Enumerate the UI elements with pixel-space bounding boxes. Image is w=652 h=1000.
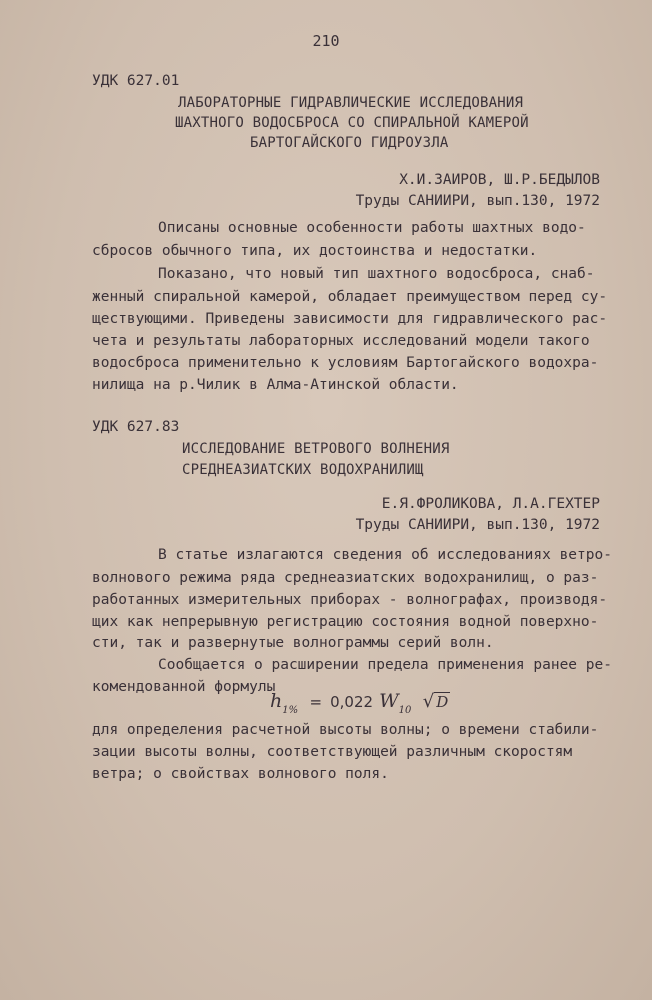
abstract-line: нилища на р.Чилик в Алма-Атинской области. bbox=[92, 377, 459, 393]
article-title-line: СРЕДНЕАЗИАТСКИХ ВОДОХРАНИЛИЩ bbox=[182, 462, 424, 478]
article-title-line: ЛАБОРАТОРНЫЕ ГИДРАВЛИЧЕСКИЕ ИССЛЕДОВАНИЯ bbox=[178, 95, 524, 111]
page-number: 210 bbox=[312, 32, 340, 50]
article-title-line: БАРТОГАЙСКОГО ГИДРОУЗЛА bbox=[250, 135, 449, 151]
abstract-line: комендованной формулы bbox=[92, 679, 276, 695]
udc-code: УДК 627.83 bbox=[92, 419, 180, 435]
formula-lhs-subscript: 1% bbox=[282, 705, 299, 716]
formula-equals: = bbox=[309, 693, 323, 711]
abstract-line: Сообщается о расширении предела применения ранее ре- bbox=[158, 657, 612, 673]
abstract-line: женный спиральной камерой, обладает преимуществом перед су- bbox=[92, 289, 608, 305]
formula-radicand: D bbox=[436, 693, 449, 711]
abstract-line: для определения расчетной высоты волны; о времени стабили- bbox=[92, 722, 599, 738]
article-authors: Х.И.ЗАИРОВ, Ш.Р.БЕДЫЛОВ bbox=[399, 172, 600, 188]
wave-height-formula bbox=[270, 690, 450, 720]
formula-lhs: h bbox=[270, 690, 283, 712]
article-source: Труды САНИИРИ, вып.130, 1972 bbox=[355, 193, 600, 209]
formula-square-root bbox=[423, 691, 451, 712]
formula-variable-subscript: 10 bbox=[398, 705, 412, 716]
abstract-line: волнового режима ряда среднеазиатских водохранилищ, о раз- bbox=[92, 570, 599, 586]
abstract-line: зации высоты волны, соответствующей различным скоростям bbox=[92, 744, 573, 760]
abstract-line: Показано, что новый тип шахтного водосброса, снаб- bbox=[158, 266, 595, 282]
abstract-line: Описаны основные особенности работы шахтных водо- bbox=[158, 220, 586, 236]
radical-sign: √ bbox=[422, 691, 435, 712]
article-title-line: ШАХТНОГО ВОДОСБРОСА СО СПИРАЛЬНОЙ КАМЕРОЙ bbox=[175, 115, 529, 131]
article-source: Труды САНИИРИ, вып.130, 1972 bbox=[355, 517, 600, 533]
abstract-line: В статье излагаются сведения об исследованиях ветро- bbox=[158, 547, 612, 563]
abstract-line: ществующими. Приведены зависимости для гидравлического рас- bbox=[92, 311, 608, 327]
udc-code: УДК 627.01 bbox=[92, 73, 180, 89]
abstract-line: сбросов обычного типа, их достоинства и недостатки. bbox=[92, 243, 538, 259]
formula-variable: W bbox=[379, 690, 399, 712]
abstract-line: водосброса применительно к условиям Бартогайского водохра- bbox=[92, 355, 599, 371]
article-title-line: ИССЛЕДОВАНИЕ ВЕТРОВОГО ВОЛНЕНИЯ bbox=[182, 441, 450, 457]
abstract-line: ветра; о свойствах волнового поля. bbox=[92, 766, 389, 782]
abstract-line: работанных измерительных приборах - волнографах, производя- bbox=[92, 592, 608, 608]
article-authors: Е.Я.ФРОЛИКОВА, Л.А.ГЕХТЕР bbox=[381, 496, 600, 512]
abstract-line: чета и результаты лабораторных исследований модели такого bbox=[92, 333, 590, 349]
abstract-line: щих как непрерывную регистрацию состояния водной поверхно- bbox=[92, 614, 599, 630]
abstract-line: сти, так и развернутые волнограммы серий волн. bbox=[92, 635, 494, 651]
formula-coefficient: 0,022 bbox=[330, 693, 374, 711]
